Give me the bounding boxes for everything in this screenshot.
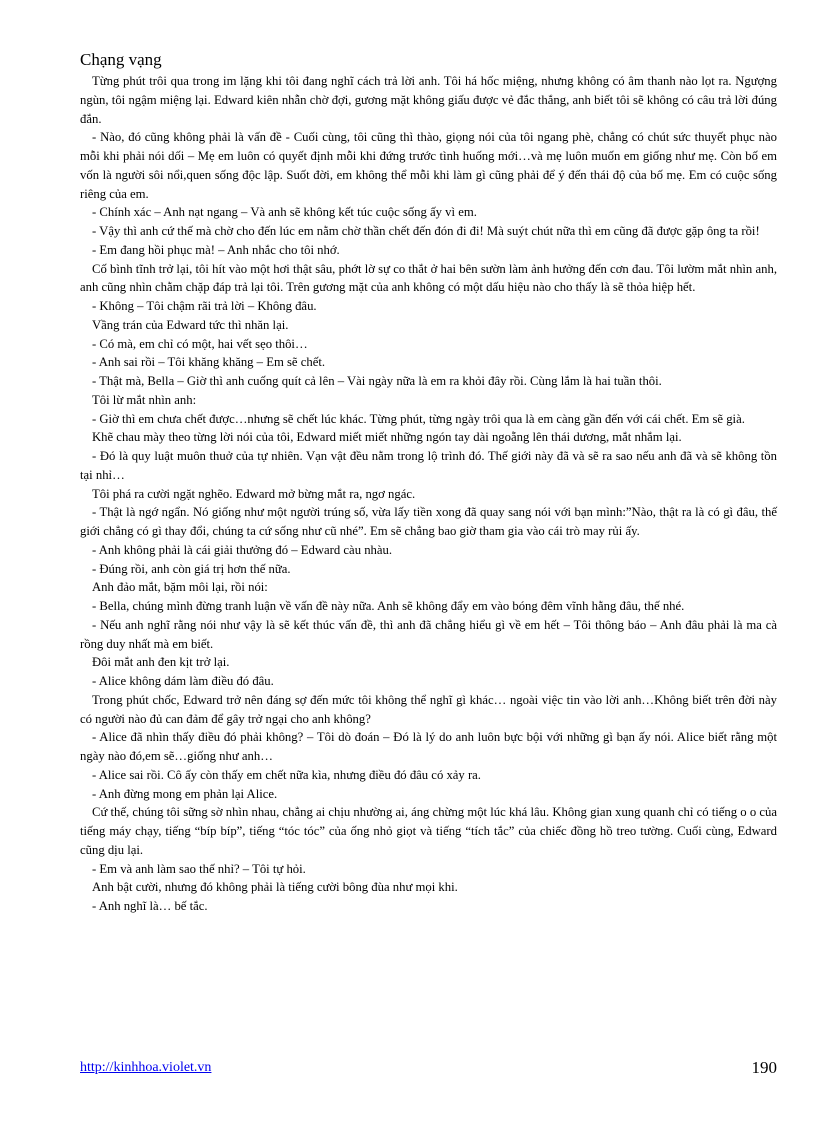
paragraph: - Anh sai rồi – Tôi khăng khăng – Em sẽ chết.: [92, 355, 326, 370]
paragraph: - Đúng rồi, anh còn giá trị hơn thế nữa.: [92, 561, 291, 576]
paragraph: - Có mà, em chỉ có một, hai vết sẹo thôi…: [92, 336, 308, 351]
paragraph: Cố bình tĩnh trở lại, tôi hít vào một hơi thật sâu, phớt lờ sự co thắt ở hai bên sườn làm ảnh hưởng đến cơn đau. Tôi lườm mắt nhìn anh, anh cũng nhìn chằm chặp đáp trả lại tôi. Trên gương mặt của anh không có một dấu hiệu nào cho thấy là sẽ thỏa hiệp hết.: [80, 261, 777, 295]
paragraph: - Anh không phải là cái giải thưởng đó – Edward càu nhàu.: [92, 542, 393, 557]
chapter-title: Chạng vạng: [80, 50, 162, 69]
paragraph: - Alice sai rồi. Cô ấy còn thấy em chết nữa kìa, nhưng điều đó đâu có xảy ra.: [92, 767, 481, 782]
paragraph: Khẽ chau mày theo từng lời nói của tôi, Edward miết miết những ngón tay dài ngoẵng lên thái dương, mắt nhắm lại.: [92, 430, 682, 445]
paragraph: - Bella, chúng mình đừng tranh luận về vấn đề này nữa. Anh sẽ không đẩy em vào bóng đêm vĩnh hằng đâu, thế nhé.: [92, 599, 685, 613]
paragraph: - Alice không dám làm điều đó đâu.: [92, 674, 274, 688]
paragraph: - Chính xác – Anh nạt ngang – Và anh sẽ không kết túc cuộc sống ấy vì em.: [92, 205, 477, 220]
paragraph: - Em đang hồi phục mà! – Anh nhắc cho tôi nhớ.: [92, 242, 340, 257]
paragraph: - Vậy thì anh cứ thế mà chờ cho đến lúc em nằm chờ thần chết đến đón đi đi! Mà suýt chút nữa thì em cũng đã được gặp ông ta rồi!: [92, 224, 760, 238]
page-number: 190: [751, 1058, 777, 1077]
paragraph: Trong phút chốc, Edward trở nên đáng sợ đến mức tôi không thể nghĩ gì khác… ngoài việc tin vào lời anh…Không biết trên đời này có người nào đủ can đảm để gây trở ngại cho anh không?: [80, 692, 777, 726]
paragraph: - Thật mà, Bella – Giờ thì anh cuống quít cả lên – Vài ngày nữa là em ra khỏi đây rồi. Cùng lắm là hai tuần thôi.: [92, 374, 662, 388]
paragraph: - Alice đã nhìn thấy điều đó phải không? – Tôi dò đoán – Đó là lý do anh luôn bực bội với những gì bạn ấy nói. Alice biết rằng một ngày nào đó,em sẽ…giống như anh…: [80, 730, 777, 763]
paragraph: Vầng trán của Edward tức thì nhăn lại.: [92, 317, 289, 332]
paragraph: Từng phút trôi qua trong im lặng khi tôi đang nghĩ cách trả lời anh. Tôi há hốc miệng, nhưng không có âm thanh nào lọt ra. Ngượng ngùn, tôi ngậm miệng lại. Edward kiên nhẫn chờ đợi, gương mặt không giấu được vẻ đắc thắng, anh biết tôi sẽ không có câu trả lời đúng đắn.: [80, 74, 777, 126]
paragraph: - Nào, đó cũng không phải là vấn đề - Cuối cùng, tôi cũng thì thào, giọng nói của tôi ngang phè, chẳng có chút sức thuyết phục nào mỗi khi phải nói dối – Mẹ em luôn có quyết định mỗi khi đứng trước tình huống mới…và mẹ luôn muốn em giống như mẹ. Còn bố em vốn là người sôi nổi,quen sống độc lập. Suốt đời, em không thể mỗi khi làm gì cũng phải để ý đến thái độ của bố mẹ. Em có cuộc sống riêng của em.: [80, 130, 777, 201]
paragraph: - Giờ thì em chưa chết được…nhưng sẽ chết lúc khác. Từng phút, từng ngày trôi qua là em càng gần đến với cái chết. Em sẽ già.: [92, 411, 745, 426]
paragraph: Tôi phá ra cười ngặt nghẽo. Edward mở bừng mắt ra, ngơ ngác.: [92, 486, 416, 501]
paragraph: - Anh đừng mong em phản lại Alice.: [92, 786, 278, 801]
paragraph: Anh đảo mắt, bặm môi lại, rồi nói:: [92, 580, 268, 595]
footer-link[interactable]: http://kinhhoa.violet.vn: [80, 1060, 212, 1075]
document-page: [80, 50, 777, 916]
paragraph: Anh bật cười, nhưng đó không phải là tiếng cười bông đùa như mọi khi.: [92, 880, 458, 895]
paragraph: Tôi lừ mắt nhìn anh:: [92, 392, 197, 407]
paragraph: - Em và anh làm sao thế nhỉ? – Tôi tự hỏi.: [92, 861, 306, 876]
page-footer: [80, 1058, 777, 1080]
paragraph: Đôi mắt anh đen kịt trở lại.: [92, 655, 230, 670]
paragraph: - Nếu anh nghĩ rằng nói như vậy là sẽ kết thúc vấn đề, thì anh đã chẳng hiểu gì về em hết – Tôi thông báo – Anh đâu phải là ma cà rồng duy nhất mà em biết.: [80, 617, 777, 651]
paragraph: - Đó là quy luật muôn thuở của tự nhiên. Vạn vật đều nằm trong lộ trình đó. Thế giới này đã và sẽ ra sao nếu anh đã và sẽ không tồn tại nhỉ…: [80, 449, 777, 482]
paragraph: - Không – Tôi chậm rãi trả lời – Không đâu.: [92, 299, 317, 313]
paragraph: - Anh nghĩ là… bế tắc.: [92, 899, 208, 913]
body-text: [80, 72, 777, 916]
paragraph: Cứ thế, chúng tôi sững sờ nhìn nhau, chẳng ai chịu nhường ai, áng chừng một lúc khá lâu. Không gian xung quanh chỉ có tiếng o o của tiếng máy chạy, tiếng “bíp bíp”, tiếng “tóc tóc” của ống nhỏ giọt và tiếng “tích tắc” của chiếc đồng hồ treo tường. Cuối cùng, Edward cũng dịu lại.: [80, 805, 777, 857]
paragraph: - Thật là ngớ ngẩn. Nó giống như một người trúng số, vừa lấy tiền xong đã quay sang nói với bạn mình:”Nào, thật ra là có gì đâu, thế giới chẳng có gì thay đổi, chúng ta cứ sống như cũ nhé”. Em sẽ chẳng bao giờ tham gia vào cái trò may rủi ấy.: [80, 505, 777, 538]
